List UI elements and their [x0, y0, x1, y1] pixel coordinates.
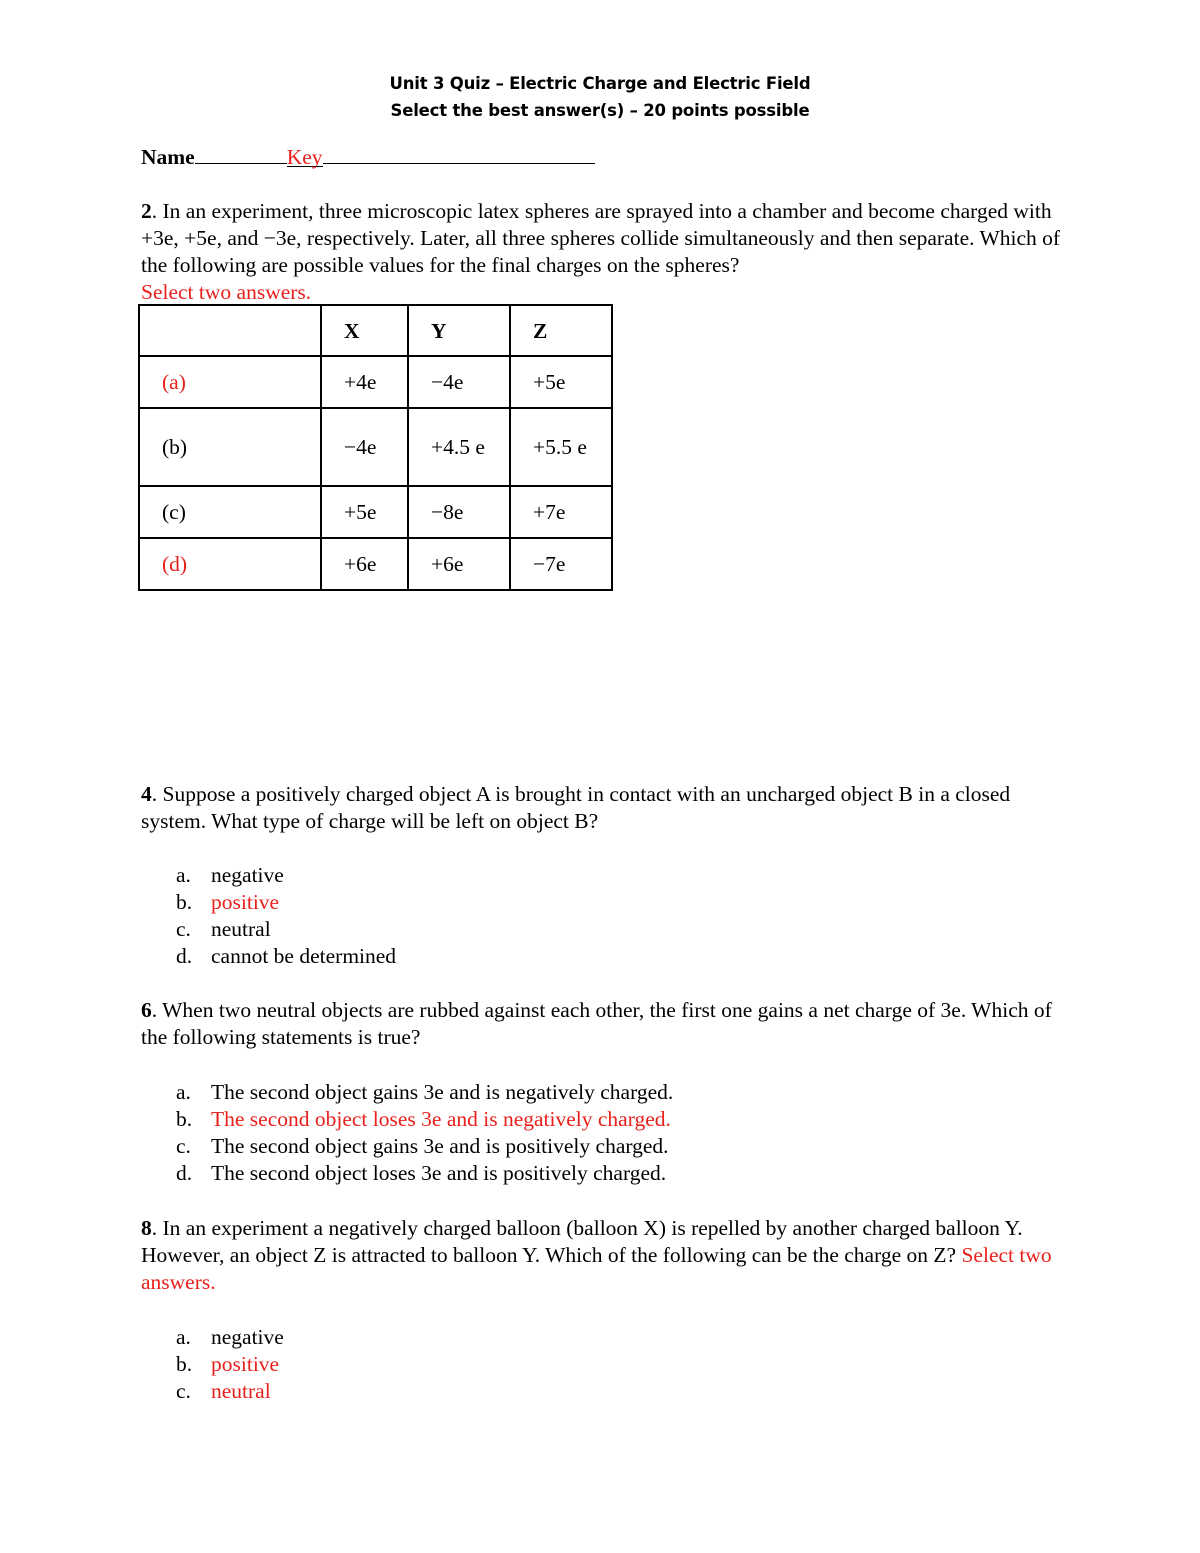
option-text: The second object gains 3e and is positively charged.: [211, 1134, 669, 1158]
option-letter: a.: [176, 863, 191, 887]
cell-x: +4e: [321, 356, 408, 408]
question-instruction: Select two answers.: [141, 280, 312, 304]
charge-table: [138, 304, 613, 591]
option-letter: b.: [176, 890, 193, 914]
question-4: [141, 781, 1061, 835]
option-text: The second object loses 3e and is positively charged.: [211, 1161, 667, 1185]
row-label: (b): [139, 408, 321, 486]
option-letter: a.: [176, 1080, 191, 1104]
option-text: positive: [211, 1352, 280, 1376]
option-letter: c.: [176, 1379, 191, 1403]
question-2: [141, 198, 1061, 306]
cell-z: +7e: [510, 486, 612, 538]
cell-z: +5.5 e: [510, 408, 612, 486]
table-header-cell: Z: [510, 305, 612, 356]
option-letter: c.: [176, 917, 191, 941]
quiz-subtitle: Select the best answer(s) – 20 points possible: [390, 101, 810, 120]
question-text: . When two neutral objects are rubbed against each other, the first one gains a net charge of 3e. Which of the following statements is true?: [141, 998, 1052, 1049]
table-row: [139, 356, 612, 408]
option-text: neutral: [211, 1379, 271, 1403]
question-text: . In an experiment a negatively charged balloon (balloon X) is repelled by another charged balloon Y. However, an object Z is attracted to balloon Y. Which of the following can be the charge on Z?: [141, 1216, 1023, 1267]
option-letter: d.: [176, 944, 193, 968]
question-8: [141, 1215, 1061, 1296]
table-row: [139, 538, 612, 590]
option-letter: d.: [176, 1161, 193, 1185]
question-text: . In an experiment, three microscopic latex spheres are sprayed into a chamber and become charged with +3e, +5e, and −3e, respectively. Later, all three spheres collide simultaneously and then separate. Which of the following are possible values for the final charges on the spheres?: [141, 199, 1061, 277]
cell-y: +6e: [408, 538, 510, 590]
option-text: positive: [211, 890, 280, 914]
option-text: neutral: [211, 917, 271, 941]
table-header-cell: Y: [408, 305, 510, 356]
cell-y: −4e: [408, 356, 510, 408]
question-number: 8: [141, 1216, 152, 1240]
name-value: Key: [286, 145, 323, 169]
cell-z: −7e: [510, 538, 612, 590]
option-letter: a.: [176, 1325, 191, 1349]
option-letter: c.: [176, 1134, 191, 1158]
option-text: negative: [211, 1325, 284, 1349]
row-label: (c): [139, 486, 321, 538]
table-row: [139, 486, 612, 538]
cell-x: +6e: [321, 538, 408, 590]
row-label: (d): [139, 538, 321, 590]
cell-x: +5e: [321, 486, 408, 538]
cell-y: −8e: [408, 486, 510, 538]
option-letter: b.: [176, 1107, 193, 1131]
cell-z: +5e: [510, 356, 612, 408]
name-underline-right: [323, 141, 595, 164]
option-text: The second object loses 3e and is negatively charged.: [211, 1107, 671, 1131]
table-row: [139, 408, 612, 486]
cell-y: +4.5 e: [408, 408, 510, 486]
question-number: 6: [141, 998, 152, 1022]
quiz-title: Unit 3 Quiz – Electric Charge and Electric Field: [389, 74, 811, 93]
row-label: (a): [139, 356, 321, 408]
option-text: The second object gains 3e and is negatively charged.: [211, 1080, 674, 1104]
question-text: . Suppose a positively charged object A is brought in contact with an uncharged object B in a closed system. What type of charge will be left on object B?: [141, 782, 1011, 833]
option-text: cannot be determined: [211, 944, 397, 968]
question-6: [141, 997, 1061, 1051]
table-header-cell: X: [321, 305, 408, 356]
question-number: 2: [141, 199, 152, 223]
table-header-cell: [139, 305, 321, 356]
option-letter: b.: [176, 1352, 193, 1376]
name-line: [141, 141, 595, 171]
cell-x: −4e: [321, 408, 408, 486]
name-underline-left: [195, 141, 287, 164]
name-label: Name: [141, 145, 195, 169]
option-text: negative: [211, 863, 284, 887]
table-header-row: [139, 305, 612, 356]
question-instruction: Select two answers.: [141, 1243, 1052, 1294]
question-number: 4: [141, 782, 152, 806]
